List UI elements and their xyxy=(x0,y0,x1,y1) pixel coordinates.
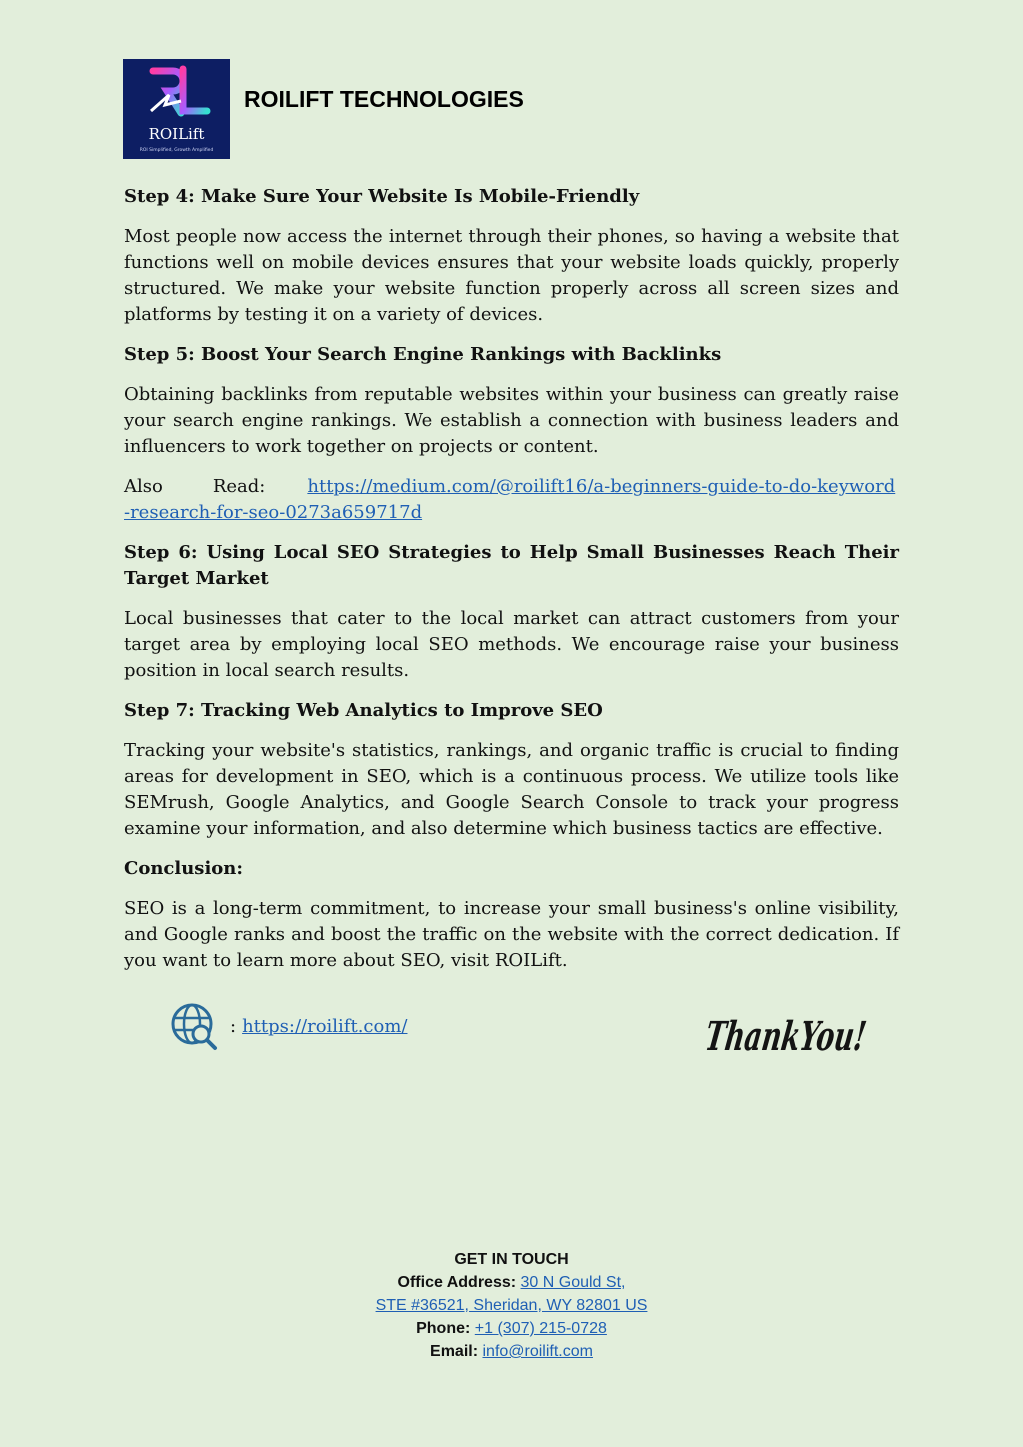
main-content xyxy=(124,184,899,988)
company-logo xyxy=(123,59,230,159)
conclusion-body: SEO is a long-term commitment, to increase your small business's online visibility, and Google ranks and boost the traffic on the website with the correct dedication. If you want to learn more about SEO, visit ROILift. xyxy=(124,898,899,971)
logo-text: ROILift xyxy=(148,125,205,143)
logo-tagline: ROI Simplified, Growth Amplified xyxy=(139,148,214,153)
step7-body: Tracking your website's statistics, rankings, and organic traffic is crucial to finding areas for development in SEO, which is a continuous process. We utilize tools like SEMrush, Google Analytics, and Google Search Console to track your progress examine your information, and also determine which business tactics are effective. xyxy=(124,740,899,839)
thank-you-text: ThankYou! xyxy=(702,1013,949,1060)
step4-body: Most people now access the internet through their phones, so having a website that functions well on mobile devices ensures that your website loads quickly, properly structured. We make your website function properly across all screen sizes and platforms by testing it on a variety of devices. xyxy=(124,226,899,325)
footer-title: GET IN TOUCH xyxy=(454,1251,569,1268)
website-row xyxy=(170,1002,407,1050)
also-read-label-also: Also xyxy=(124,476,163,497)
also-read-link[interactable]: https://medium.com/@roilift16/a-beginners-guide-to-do-keyword-research-for-seo-0273a659717d xyxy=(124,476,896,523)
office-address-line2[interactable]: STE #36521, Sheridan, WY 82801 US xyxy=(375,1297,648,1314)
step7-heading: Step 7: Tracking Web Analytics to Improve SEO xyxy=(124,700,603,721)
email-link[interactable]: info@roilift.com xyxy=(482,1343,593,1360)
thank-you-signature xyxy=(702,1006,949,1068)
step6-heading: Step 6: Using Local SEO Strategies to Help Small Businesses Reach Their Target Market xyxy=(124,542,899,589)
phone-label: Phone: xyxy=(416,1320,471,1337)
company-name: ROILIFT TECHNOLOGIES xyxy=(244,86,524,112)
website-link[interactable]: https://roilift.com/ xyxy=(242,1015,408,1037)
website-prefix: : xyxy=(230,1015,237,1037)
conclusion-heading: Conclusion: xyxy=(124,858,244,879)
footer-contact xyxy=(0,1248,1023,1363)
also-read xyxy=(124,474,899,526)
office-address-line1[interactable]: 30 N Gould St, xyxy=(520,1274,626,1291)
also-read-label-read: Read: xyxy=(212,476,266,497)
email-label: Email: xyxy=(430,1343,479,1360)
office-label: Office Address: xyxy=(397,1274,517,1291)
step5-body: Obtaining backlinks from reputable websites within your business can greatly raise your search engine rankings. We establish a connection with business leaders and influencers to work together on projects or content. xyxy=(124,384,899,457)
step4-heading: Step 4: Make Sure Your Website Is Mobile-Friendly xyxy=(124,186,640,207)
step6-body: Local businesses that cater to the local market can attract customers from your target area by employing local SEO methods. We encourage raise your business position in local search results. xyxy=(124,608,899,681)
step5-heading: Step 5: Boost Your Search Engine Rankings with Backlinks xyxy=(124,344,722,365)
phone-link[interactable]: +1 (307) 215-0728 xyxy=(474,1320,607,1337)
globe-search-icon xyxy=(170,1002,218,1050)
